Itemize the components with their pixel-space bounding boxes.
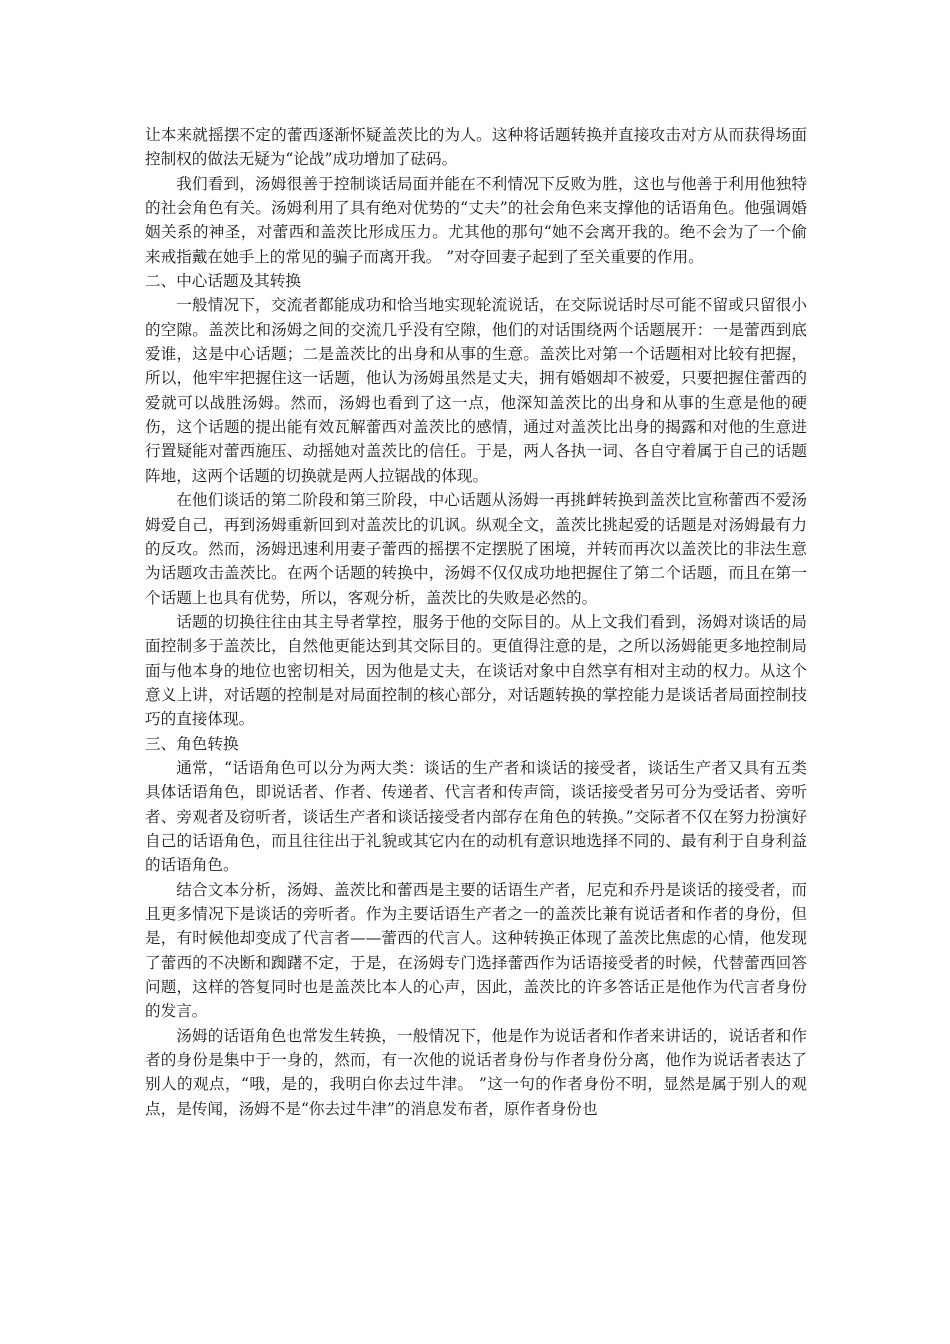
section-heading-topic: 二、中心话题及其转换: [145, 272, 301, 291]
paragraph-two-topics: 一般情况下，交流者都能成功和恰当地实现轮流说话，在交际说话时尽可能不留或只留很小的空隙。盖茨比和汤姆之间的交流几乎没有空隙，他们的对话围绕两个话题展开：一是蕾西到底爱谁，这是中心话题；二是盖茨比的出身和从事的生意。盖茨比对第一个话题相对比较有把握，所以，他牢牢把握住这一话题，他认为汤姆虽然是丈夫，拥有婚姻却不被爱，只要把握住蕾西的爱就可以战胜汤姆。然而，汤姆也看到了这一点，他深知盖茨比的出身和从事的生意是他的硬伤，这个话题的提出能有效瓦解蕾西对盖茨比的感情，通过对盖茨比出身的揭露和对他的生意进行置疑能对蕾西施压、动摇她对盖茨比的信任。于是，两人各执一词、各自守着属于自己的话题阵地，这两个话题的切换就是两人拉锯战的体现。: [145, 296, 807, 485]
document-page: [145, 123, 807, 1121]
paragraph-role-definition: 通常，“话语角色可以分为两大类：谈话的生产者和谈话的接受者，谈话生产者又具有五类具体话语角色，即说话者、作者、传递者、代言者和传声筒，谈话接受者另可分为受话者、旁听者、旁观者及窃听者，谈话生产者和谈话接受者内部存在角色的转换。”交际者不仅在努力扮演好自己的话语角色，而且往往出于礼貌或其它内在的动机有意识地选择不同的、最有利于自身利益的话语角色。: [145, 758, 807, 875]
paragraph-tom-role: 汤姆的话语角色也常发生转换，一般情况下，他是作为说话者和作者来讲话的，说话者和作者的身份是集中于一身的，然而，有一次他的说话者身份与作者身份分离，他作为说话者表达了别人的观点，“哦，是的，我明白你去过牛津。 ”这一句的作者身份不明，显然是属于别人的观点，是传闻，汤姆不是“你去过牛津”的消息发布者，原作者身份也: [145, 1026, 807, 1118]
paragraph-topic-control: 话题的切换往往由其主导者掌控，服务于他的交际目的。从上文我们看到，汤姆对谈话的局面控制多于盖茨比，自然他更能达到其交际目的。更值得注意的是，之所以汤姆能更多地控制局面与他本身的地位也密切相关，因为他是丈夫，在谈话对象中自然享有相对主动的权力。从这个意义上讲，对话题的控制是对局面控制的核心部分，对话题转换的掌控能力是谈话者局面控制技巧的直接体现。: [145, 612, 807, 729]
section-heading-role: 三、角色转换: [145, 734, 239, 753]
paragraph-continuation: 让本来就摇摆不定的蕾西逐渐怀疑盖茨比的为人。这种将话题转换并直接攻击对方从而获得场面控制权的做法无疑为“论战”成功增加了砝码。: [145, 126, 807, 169]
paragraph-gatsby-role: 结合文本分析，汤姆、盖茨比和蕾西是主要的话语生产者，尼克和乔丹是谈话的接受者，而且更多情况下是谈话的旁听者。作为主要话语生产者之一的盖茨比兼有说话者和作者的身份，但是，有时候他却变成了代言者——蕾西的代言人。这种转换正体现了盖茨比焦虑的心情，他发现了蕾西的不决断和踟躇不定，于是，在汤姆专门选择蕾西作为话语接受者的时候，代替蕾西回答问题，这样的答复同时也是盖茨比本人的心声，因此，盖茨比的许多答话正是他作为代言者身份的发言。: [145, 880, 807, 1021]
paragraph-topic-shift: 在他们谈话的第二阶段和第三阶段，中心话题从汤姆一再挑衅转换到盖茨比宣称蕾西不爱汤姆爱自己，再到汤姆重新回到对盖茨比的讥讽。纵观全文，盖茨比挑起爱的话题是对汤姆最有力的反攻。然而，汤姆迅速利用妻子蕾西的摇摆不定摆脱了困境，并转而再次以盖茨比的非法生意为话题攻击盖茨比。在两个话题的转换中，汤姆不仅仅成功地把握住了第二个话题，而且在第一个话题上也具有优势，所以，客观分析，盖茨比的失败是必然的。: [145, 491, 807, 607]
paragraph-social-role: 我们看到，汤姆很善于控制谈话局面并能在不利情况下反败为胜，这也与他善于利用他独特的社会角色有关。汤姆利用了具有绝对优势的“丈夫”的社会角色来支撑他的话语角色。他强调婚姻关系的神圣，对蕾西和盖茨比形成压力。尤其他的那句“她不会离开我的。绝不会为了一个偷来戒指戴在她手上的常见的骗子而离开我。 ”对夺回妻子起到了至关重要的作用。: [145, 174, 807, 266]
